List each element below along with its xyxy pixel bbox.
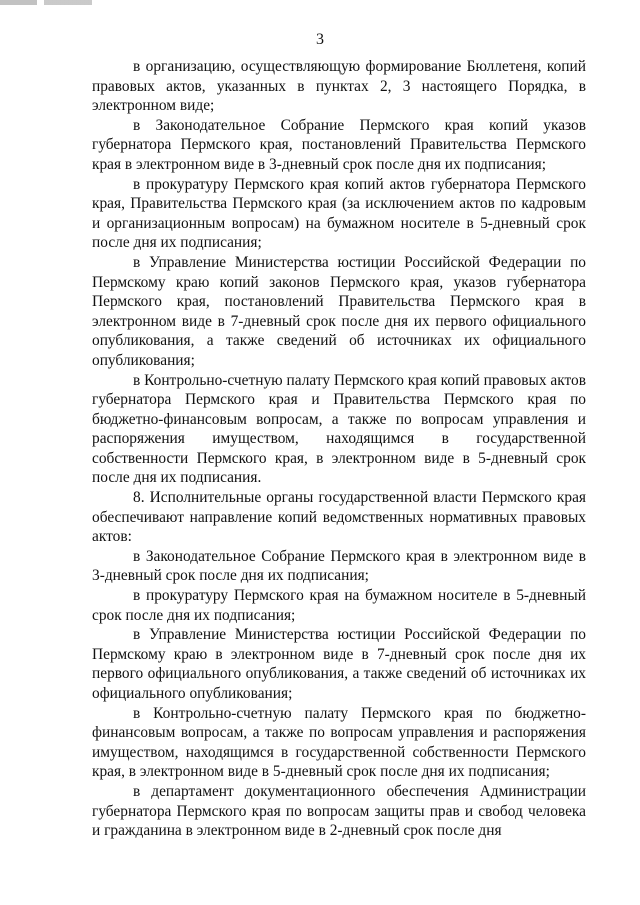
paragraph-6: 8. Исполнительные органы государственной власти Пермского края обеспечивают направление копий ведомственных нормативных правовых актов: <box>92 489 586 546</box>
document-body <box>92 57 586 841</box>
paragraph-5: в Контрольно-счетную палату Пермского края копий правовых актов губернатора Пермского края и Правительства Пермского края по бюджетно-финансовым вопросам, а также по вопросам управления и распоряжения имуществом, находящимся в государственной собственности Пермского края, в электронном виде в 5-дневный срок после дня их подписания. <box>92 371 586 487</box>
scan-artifact-mark <box>0 0 92 5</box>
page-number: 3 <box>316 31 324 48</box>
paragraph-11: в департамент документационного обеспечения Администрации губернатора Пермского края по вопросам защиты прав и свобод человека и гражданина в электронном виде в 2-дневный срок после дня <box>92 782 586 840</box>
paragraph-4: в Управление Министерства юстиции Российской Федерации по Пермскому краю копий законов Пермского края, указов губернатора Пермского края, постановлений Правительства Пермского края в электронном виде в 7-дневный срок после дня их первого официального опубликования, а также сведений об источниках их официального опубликования; <box>92 253 586 369</box>
paragraph-7: в Законодательное Собрание Пермского края в электронном виде в 3-дневный срок после дня их подписания; <box>92 547 586 585</box>
paragraph-3: в прокуратуру Пермского края копий актов губернатора Пермского края, Правительства Пермского края (за исключением актов по кадровым и организационным вопросам) на бумажном носителе в 5-дневный срок после дня их подписания; <box>92 175 586 252</box>
paragraph-2: в Законодательное Собрание Пермского края копий указов губернатора Пермского края, постановлений Правительства Пермского края в электронном виде в 3-дневный срок после дня их подписания; <box>92 116 586 173</box>
paragraph-1: в организацию, осуществляющую формирование Бюллетеня, копий правовых актов, указанных в пунктах 2, 3 настоящего Порядка, в электронном виде; <box>92 58 586 115</box>
paragraph-8: в прокуратуру Пермского края на бумажном носителе в 5-дневный срок после дня их подписания; <box>92 587 586 624</box>
paragraph-9: в Управление Министерства юстиции Российской Федерации по Пермскому краю в электронном виде в 7-дневный срок после дня их первого официального опубликования, а также сведений об источниках их официального опубликования; <box>92 626 586 702</box>
paragraph-10: в Контрольно-счетную палату Пермского края по бюджетно-финансовым вопросам, а также по вопросам управления и распоряжения имуществом, находящимся в государственной собственности Пермского края, в электронном виде в 5-дневный срок после дня их подписания; <box>92 704 586 781</box>
